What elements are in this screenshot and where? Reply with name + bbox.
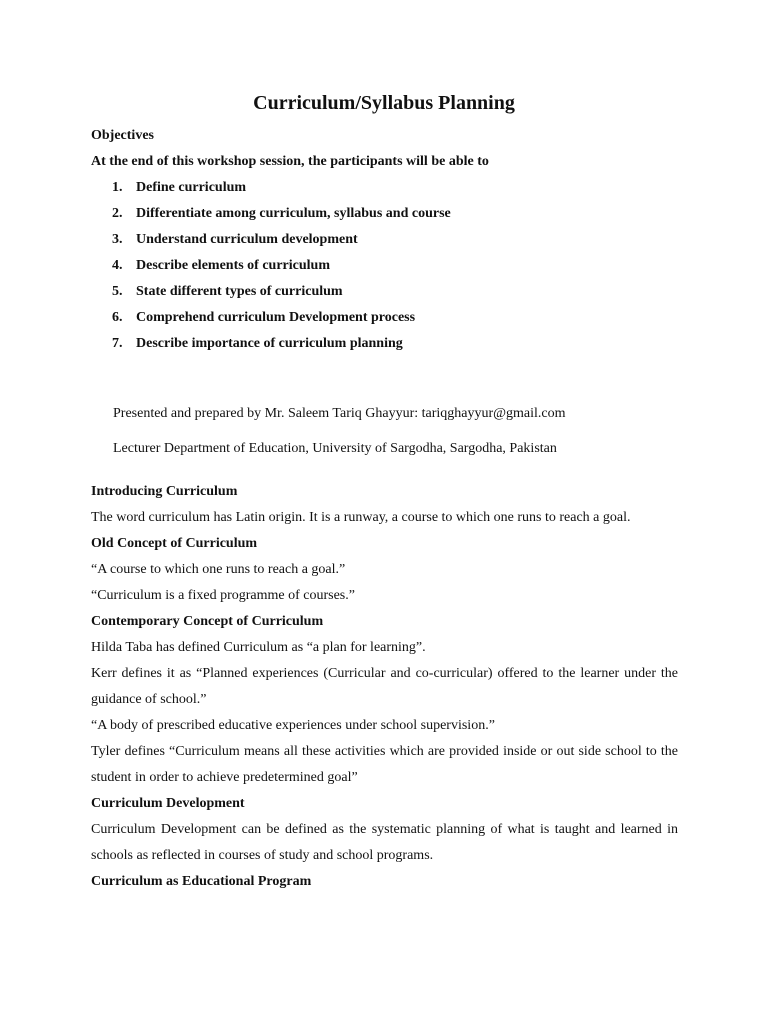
objectives-intro: At the end of this workshop session, the participants will be able to [91, 154, 489, 169]
introducing-text: The word curriculum has Latin origin. It is a runway, a course to which one runs to reach a goal. [91, 510, 631, 525]
objective-number: 6. [112, 310, 123, 325]
objective-item [112, 335, 403, 353]
objective-item [112, 179, 246, 197]
section-heading-introducing: Introducing Curriculum [91, 484, 238, 499]
objective-number: 5. [112, 284, 123, 299]
old-concept-quote: “A course to which one runs to reach a goal.” [91, 562, 346, 577]
contemporary-body: “A body of prescribed educative experiences under school supervision.” [91, 718, 495, 733]
objective-text: Understand curriculum development [136, 232, 358, 247]
document-title: Curriculum/Syllabus Planning [253, 92, 515, 114]
objective-item [112, 257, 330, 275]
objective-number: 1. [112, 180, 123, 195]
objective-item [112, 309, 415, 327]
contemporary-tyler: Tyler defines “Curriculum means all these activities which are provided inside or out side school to the student in order to achieve predetermined goal” [91, 744, 678, 785]
objective-item [112, 283, 343, 301]
section-heading-development: Curriculum Development [91, 796, 245, 811]
section-heading-old-concept: Old Concept of Curriculum [91, 536, 258, 551]
section-heading-educational-program: Curriculum as Educational Program [91, 874, 312, 889]
objective-text: Define curriculum [136, 180, 247, 195]
objective-number: 2. [112, 206, 123, 221]
objective-text: Comprehend curriculum Development process [136, 310, 416, 325]
objective-item [112, 231, 358, 249]
presenter-line: Presented and prepared by Mr. Saleem Tariq Ghayyur: tariqghayyur@gmail.com [113, 406, 566, 421]
development-text: Curriculum Development can be defined as the systematic planning of what is taught and learned in schools as reflected in courses of study and school programs. [91, 822, 678, 863]
objective-number: 4. [112, 258, 123, 273]
objective-item [112, 205, 451, 223]
presenter-affiliation: Lecturer Department of Education, University of Sargodha, Sargodha, Pakistan [113, 441, 557, 456]
objective-number: 3. [112, 232, 123, 247]
objective-text: Describe elements of curriculum [136, 258, 330, 273]
contemporary-taba: Hilda Taba has defined Curriculum as “a plan for learning”. [91, 640, 426, 655]
objective-text: Describe importance of curriculum planning [136, 336, 403, 351]
section-heading-contemporary: Contemporary Concept of Curriculum [91, 614, 324, 629]
objectives-heading: Objectives [91, 128, 154, 143]
objective-text: State different types of curriculum [136, 284, 343, 299]
objective-number: 7. [112, 336, 123, 351]
objective-text: Differentiate among curriculum, syllabus and course [136, 206, 451, 221]
contemporary-kerr: Kerr defines it as “Planned experiences (Curricular and co-curricular) offered to the learner under the guidance of school.” [91, 666, 678, 707]
old-concept-quote: “Curriculum is a fixed programme of courses.” [91, 588, 355, 603]
